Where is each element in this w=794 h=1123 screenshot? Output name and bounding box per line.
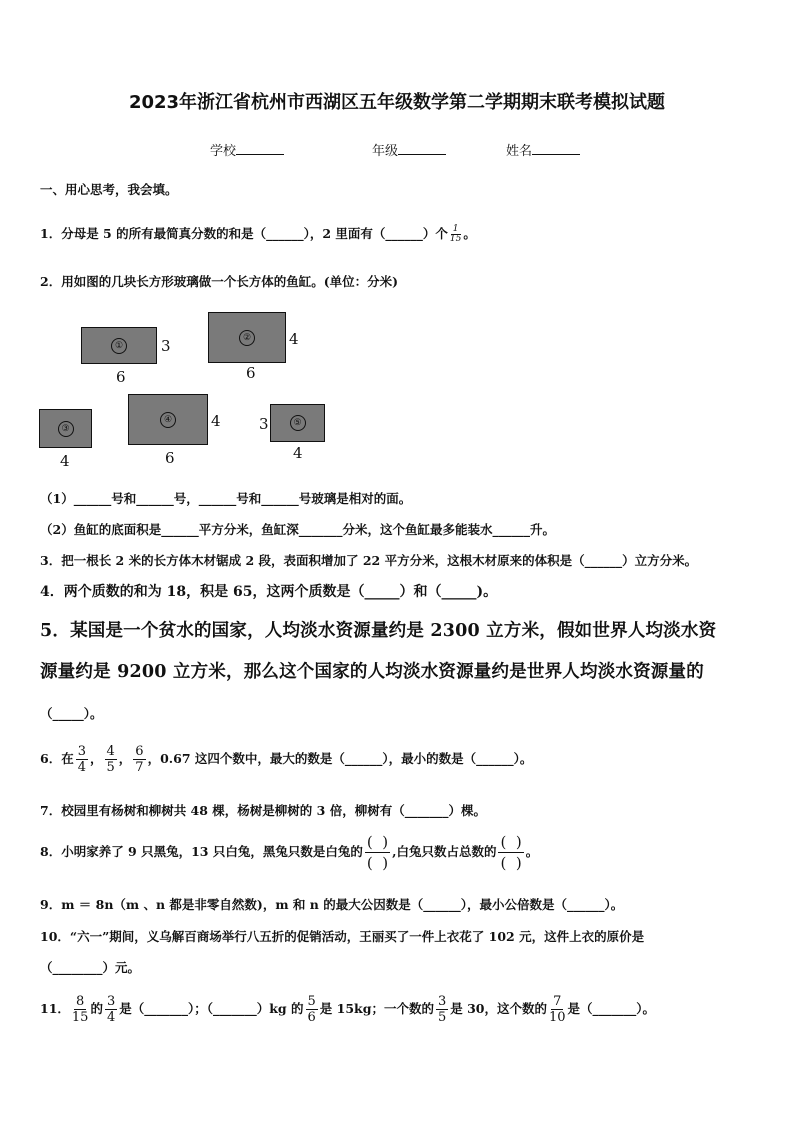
fraction: $\frac{1}{15}$ xyxy=(449,224,462,244)
dim-label: 3 xyxy=(161,337,171,355)
question-2: 2．用如图的几块长方形玻璃做一个长方体的鱼缸。(单位：分米) xyxy=(40,274,399,289)
dim-label: 4 xyxy=(289,330,299,348)
glass-piece-5: ⑤ xyxy=(270,404,325,442)
fraction: $\frac{6}{7}$ xyxy=(135,744,144,775)
fraction: $\frac{3}{4}$ xyxy=(77,744,86,775)
grade-field[interactable] xyxy=(372,140,446,159)
question-3: 3．把一根长 2 米的长方体木材锯成 2 段，表面积增加了 22 平方分米，这根木材原来的体积是（______）立方分米。 xyxy=(40,553,698,568)
dim-label: 4 xyxy=(293,444,303,462)
glass-piece-1: ① xyxy=(81,327,157,364)
glass-piece-4: ④ xyxy=(128,394,208,445)
fraction: $\frac{5}{6}$ xyxy=(307,994,316,1025)
question-2-2: （2）鱼缸的底面积是______平方分米，鱼缸深_______分米，这个鱼缸最多能装水______升。 xyxy=(40,522,555,537)
fraction: $\frac{8}{15}$ xyxy=(71,994,89,1025)
fraction: $\frac{4}{5}$ xyxy=(106,744,115,775)
question-5-line-3: （_____）。 xyxy=(40,706,103,721)
dim-label: 4 xyxy=(211,412,221,430)
dim-label: 3 xyxy=(259,415,269,433)
question-10-line-2: （________）元。 xyxy=(40,960,141,975)
name-field[interactable] xyxy=(506,140,580,159)
name-label: 姓名 xyxy=(506,144,533,159)
section-heading: 一、用心思考，我会填。 xyxy=(40,182,178,197)
fraction: $\frac{3}{5}$ xyxy=(437,994,447,1025)
question-11: 11． $\frac{8}{15}$ 的 $\frac{3}{4}$ 是（_______）；（_______）kg 的 $\frac{5}{6}$ 是 15kg；一个数的 $\frac{3}{5}$ 是 30，这个数的 $\frac{7}{10}$ 是（_______）。 xyxy=(40,994,656,1025)
question-9: 9．m ＝ 8n（m 、n 都是非零自然数)，m 和 n 的最大公因数是（______），最小公倍数是（______）。 xyxy=(40,897,624,912)
fraction: $\frac{7}{10}$ xyxy=(548,994,566,1025)
fraction: $\frac{3}{4}$ xyxy=(106,994,116,1025)
question-8: 8．小明家养了 9 只黑兔，13 只白兔，黑兔只数是白兔的 $\frac{( )}{( )}$ ,白兔只数占总数的 $\frac{( )}{( )}$ 。 xyxy=(40,833,539,872)
blank-fraction: $\frac{( )}{( )}$ xyxy=(500,833,522,872)
question-7: 7．校园里有杨树和柳树共 48 棵，杨树是柳树的 3 倍，柳树有（_______）棵。 xyxy=(40,803,486,818)
glass-piece-2: ② xyxy=(208,312,286,363)
school-label: 学校 xyxy=(210,144,237,159)
dim-label: 6 xyxy=(165,449,175,467)
question-4: 4．两个质数的和为 18，积是 65，这两个质数是（_____）和（_____)。 xyxy=(40,584,498,600)
blank-fraction: $\frac{( )}{( )}$ xyxy=(366,833,389,872)
dim-label: 6 xyxy=(246,364,256,382)
question-5-line-2: 源量约是 9200 立方米，那么这个国家的人均淡水资源量约是世界人均淡水资源量的 xyxy=(40,662,704,682)
question-5-line-1: 5．某国是一个贫水的国家，人均淡水资源量约是 2300 立方米，假如世界人均淡水资 xyxy=(40,621,717,641)
dim-label: 4 xyxy=(60,452,70,470)
dim-label: 6 xyxy=(116,368,126,386)
question-2-1: （1）______号和______号，______号和______号玻璃是相对的面。 xyxy=(40,491,412,506)
glass-piece-3: ③ xyxy=(39,409,92,448)
question-6: 6．在 $\frac{3}{4}$ ， $\frac{4}{5}$ ， $\frac{6}{7}$ ，0.67 这四个数中，最大的数是（______），最小的数是（______）。 xyxy=(40,744,533,775)
question-1: 1．分母是 5 的所有最简真分数的和是（______），2 里面有（______）个 $\frac{1}{15}$ 。 xyxy=(40,224,476,244)
grade-label: 年级 xyxy=(372,144,399,159)
question-10-line-1: 10．“六一”期间，义乌解百商场举行八五折的促销活动，王丽买了一件上衣花了 102 元，这件上衣的原价是 xyxy=(40,929,645,944)
page-title: 2023年浙江省杭州市西湖区五年级数学第二学期期末联考模拟试题 xyxy=(128,92,666,113)
school-field[interactable] xyxy=(210,140,284,159)
